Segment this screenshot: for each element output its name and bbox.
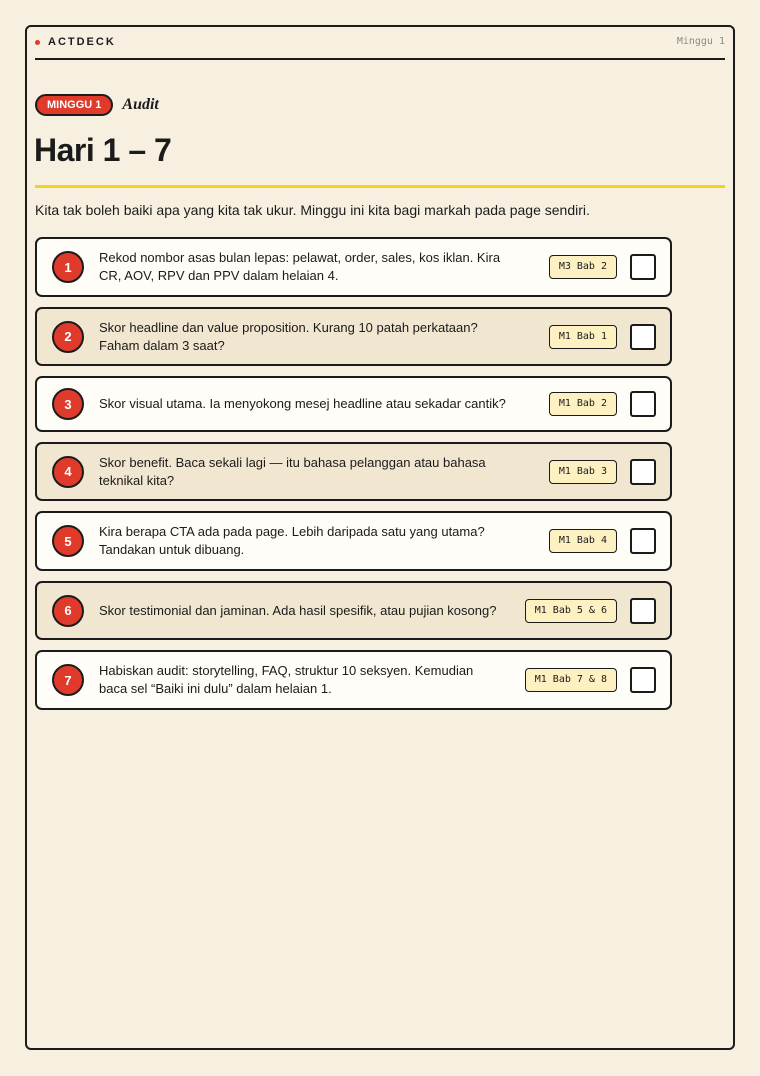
task-item [35, 511, 672, 571]
task-item [35, 376, 672, 432]
task-item [35, 650, 672, 710]
task-number: 7 [52, 664, 84, 696]
task-item [35, 581, 672, 640]
title-underline [35, 185, 725, 188]
task-number: 4 [52, 456, 84, 488]
task-text: Rekod nombor asas bulan lepas: pelawat, order, sales, kos iklan. Kira CR, AOV, RPV dan PPV dalam helaian 4. [99, 250, 501, 283]
task-number: 2 [52, 321, 84, 353]
task-text: Habiskan audit: storytelling, FAQ, struktur 10 seksyen. Kemudian baca sel “Baiki ini dulu” dalam helaian 1. [99, 663, 474, 696]
brand-name: ACTDECK [48, 36, 116, 48]
brand [35, 36, 116, 48]
week-subtitle: Audit [122, 96, 159, 113]
task-number: 1 [52, 251, 84, 283]
task-checkbox[interactable] [630, 528, 656, 554]
task-checkbox[interactable] [630, 254, 656, 280]
task-reference-badge: M1 Bab 4 [549, 529, 617, 553]
week-label: Minggu 1 [676, 36, 725, 47]
week-pill: MINGGU 1 [35, 94, 113, 116]
task-checkbox[interactable] [630, 459, 656, 485]
page-header [35, 33, 725, 60]
brand-dot-icon [35, 40, 40, 45]
task-checkbox[interactable] [630, 324, 656, 350]
task-item [35, 307, 672, 366]
task-number: 6 [52, 595, 84, 627]
task-checkbox[interactable] [630, 598, 656, 624]
task-reference-badge: M3 Bab 2 [549, 255, 617, 279]
task-list [35, 237, 672, 720]
task-item [35, 237, 672, 297]
task-text: Skor visual utama. Ia menyokong mesej headline atau sekadar cantik? [99, 396, 506, 411]
week-tag [35, 94, 159, 116]
task-reference-badge: M1 Bab 3 [549, 460, 617, 484]
task-checkbox[interactable] [630, 391, 656, 417]
task-reference-badge: M1 Bab 2 [549, 392, 617, 416]
task-text: Kira berapa CTA ada pada page. Lebih daripada satu yang utama? Tandakan untuk dibuang. [99, 524, 485, 557]
task-reference-badge: M1 Bab 5 & 6 [525, 599, 617, 623]
intro-text: Kita tak boleh baiki apa yang kita tak ukur. Minggu ini kita bagi markah pada page sendiri. [35, 202, 590, 218]
task-text: Skor benefit. Baca sekali lagi — itu bahasa pelanggan atau bahasa teknikal kita? [99, 454, 486, 488]
task-number: 3 [52, 388, 84, 420]
task-item [35, 442, 672, 501]
task-reference-badge: M1 Bab 1 [549, 325, 617, 349]
task-text: Skor testimonial dan jaminan. Ada hasil spesifik, atau pujian kosong? [99, 602, 497, 618]
task-reference-badge: M1 Bab 7 & 8 [525, 668, 617, 692]
task-number: 5 [52, 525, 84, 557]
page-title: Hari 1 – 7 [34, 132, 172, 168]
task-text: Skor headline dan value proposition. Kurang 10 patah perkataan? Faham dalam 3 saat? [99, 319, 478, 353]
task-checkbox[interactable] [630, 667, 656, 693]
